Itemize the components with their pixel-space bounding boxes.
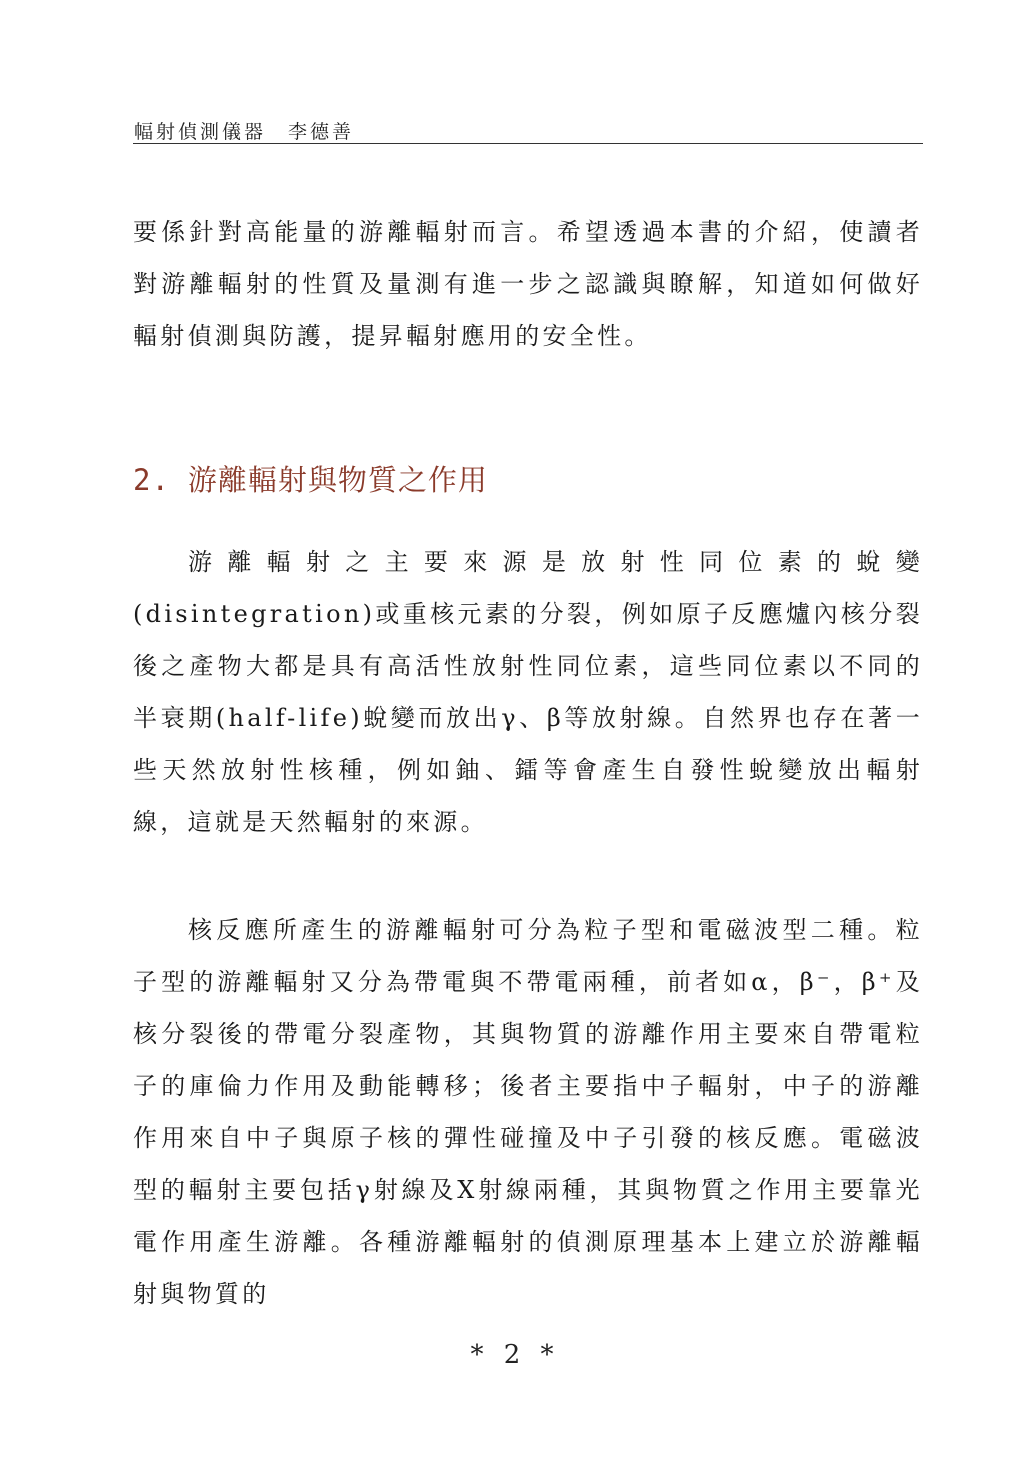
- section-heading: [133, 458, 488, 499]
- section-title: 游離輻射與物質之作用: [187, 463, 488, 497]
- header-author: 李德善: [288, 121, 355, 143]
- section-number: 2.: [133, 463, 170, 497]
- header-divider: [133, 143, 923, 144]
- page-number: * 2 *: [470, 1340, 554, 1370]
- paragraph-radiation-sources: 游離輻射之主要來源是放射性同位素的蛻變(disintegration)或重核元素的分裂，例如原子反應爐內核分裂後之產物大都是具有高活性放射性同位素，這些同位素以不同的半衰期(half-life)蛻變而放出γ、β等放射線。自然界也存在著一些天然放射性核種，例如鈾、鐳等會產生自發性蛻變放出輻射線，這就是天然輻射的來源。: [133, 548, 923, 836]
- running-header: [134, 117, 354, 144]
- paragraph-intro-continuation: 要係針對高能量的游離輻射而言。希望透過本書的介紹，使讀者對游離輻射的性質及量測有進一步之認識與瞭解，知道如何做好輻射偵測與防護，提昇輻射應用的安全性。: [133, 218, 923, 350]
- header-title: 幅射偵測儀器: [134, 121, 267, 143]
- paragraph-radiation-types: 核反應所產生的游離輻射可分為粒子型和電磁波型二種。粒子型的游離輻射又分為帶電與不帶電兩種，前者如α，β⁻，β⁺及核分裂後的帶電分裂產物，其與物質的游離作用主要來自帶電粒子的庫倫力作用及動能轉移；後者主要指中子輻射，中子的游離作用來自中子與原子核的彈性碰撞及中子引發的核反應。電磁波型的輻射主要包括γ射線及X射線兩種，其與物質之作用主要靠光電作用產生游離。各種游離輻射的偵測原理基本上建立於游離輻射與物質的: [133, 916, 923, 1308]
